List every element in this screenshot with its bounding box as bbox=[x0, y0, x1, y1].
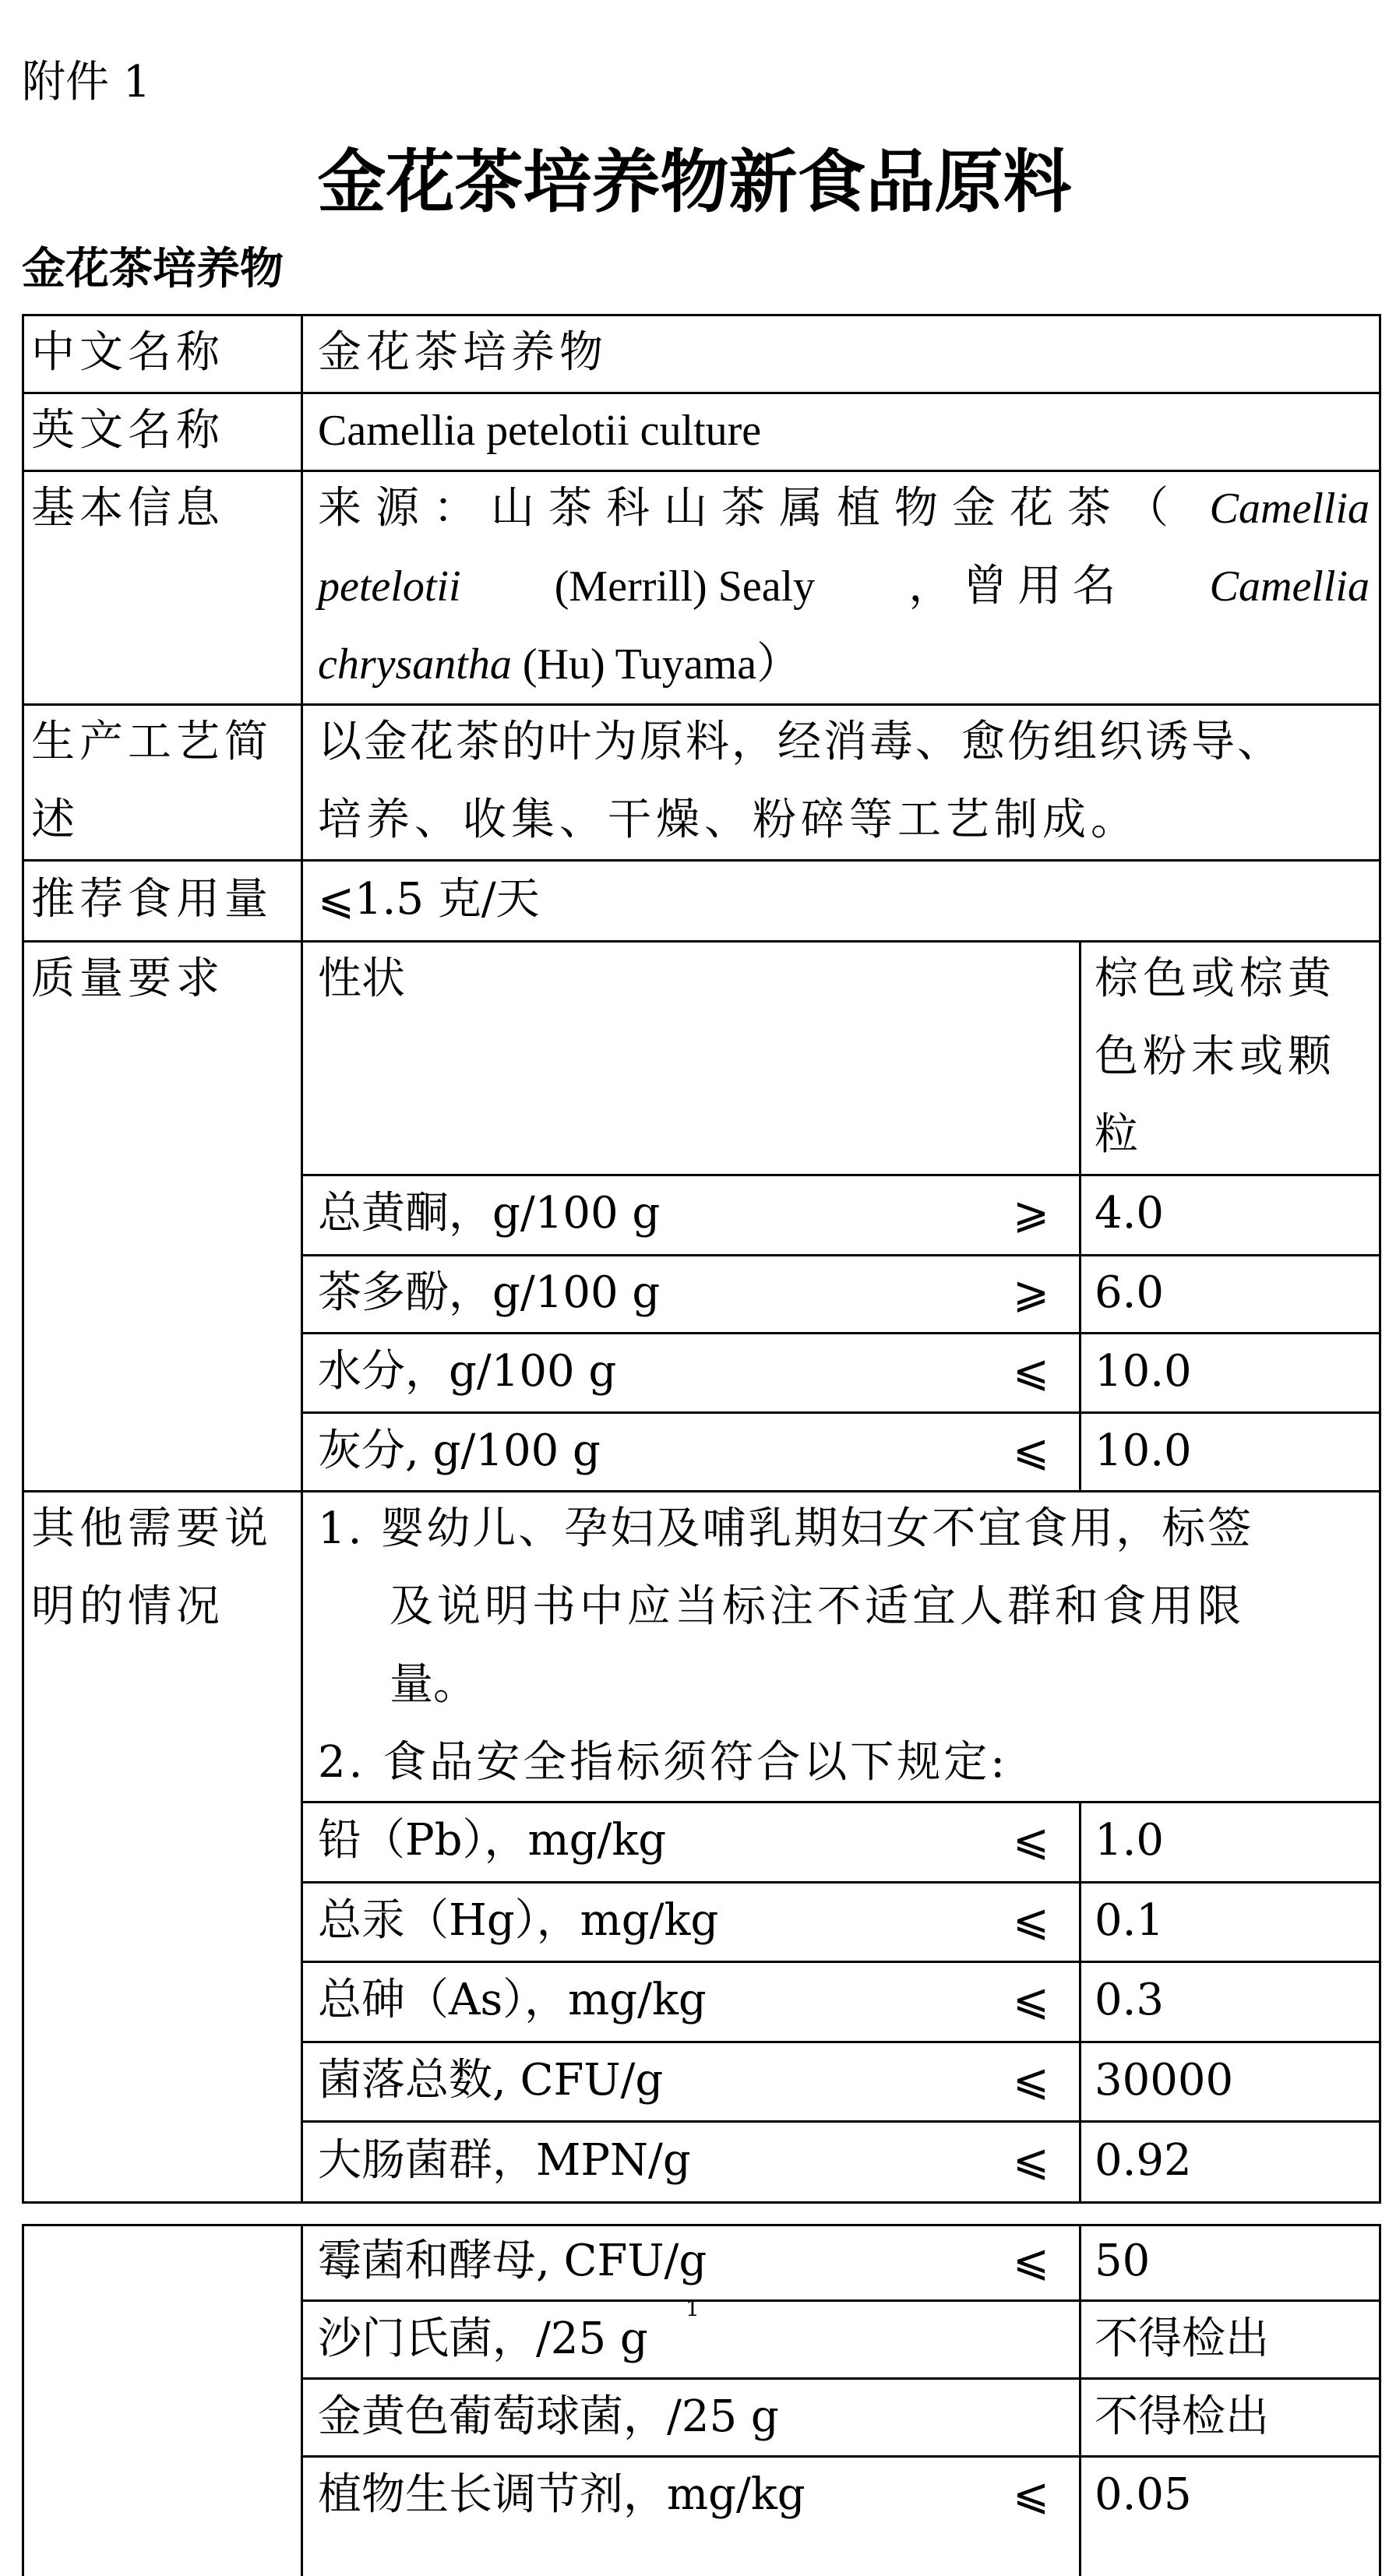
safety-item-value: 1.0 bbox=[1095, 1815, 1165, 1866]
basic-info-former-genus: Camellia bbox=[1209, 562, 1370, 611]
other-note-1-line-3: 量。 bbox=[390, 1659, 477, 1710]
safety-item-value: 0.1 bbox=[1095, 1895, 1165, 1946]
quality-item-value: 6.0 bbox=[1095, 1267, 1165, 1318]
quality-item-value: 10.0 bbox=[1095, 1425, 1192, 1476]
continued-item-name: 金黄色葡萄球菌，/25 g bbox=[318, 2391, 779, 2442]
row-value-dosage: ⩽1.5 克/天 bbox=[318, 874, 540, 925]
basic-info-line-2 bbox=[318, 548, 1370, 625]
safety-item-name: 总砷（As），mg/kg bbox=[318, 1975, 707, 2025]
quality-appearance-value-3: 粒 bbox=[1095, 1109, 1143, 1160]
row-label-en-name: 英文名称 bbox=[31, 405, 224, 456]
basic-info-former-author: (Hu) Tuyama） bbox=[522, 640, 801, 689]
quality-item-op: ⩾ bbox=[1013, 1267, 1049, 1318]
safety-item-name: 总汞（Hg），mg/kg bbox=[318, 1895, 719, 1946]
row-label-basic-info: 基本信息 bbox=[31, 483, 224, 534]
other-note-1-line-2: 及说明书中应当标注不适宜人群和食用限 bbox=[390, 1581, 1245, 1632]
safety-item-op: ⩽ bbox=[1013, 2135, 1049, 2186]
quality-appearance-value-1: 棕色或棕黄 bbox=[1095, 953, 1336, 1004]
safety-item-value: 0.92 bbox=[1095, 2135, 1192, 2186]
basic-info-author: (Merrill) Sealy bbox=[554, 562, 816, 611]
row-value-en-name: Camellia petelotii culture bbox=[318, 407, 762, 455]
safety-item-value: 30000 bbox=[1095, 2055, 1234, 2106]
basic-info-genus: Camellia bbox=[1209, 485, 1370, 533]
safety-item-op: ⩽ bbox=[1013, 1895, 1049, 1946]
row-label-quality: 质量要求 bbox=[31, 953, 224, 1004]
safety-item-name: 大肠菌群，MPN/g bbox=[318, 2135, 691, 2186]
row-label-dosage: 推荐食用量 bbox=[31, 874, 273, 925]
continued-item-name: 霉菌和酵母, CFU/g bbox=[318, 2236, 707, 2286]
continued-item-value: 不得检出 bbox=[1095, 2313, 1269, 2364]
basic-info-line-1 bbox=[318, 470, 1370, 548]
quality-item-op: ⩽ bbox=[1013, 1346, 1049, 1397]
quality-appearance-name: 性状 bbox=[318, 953, 405, 1004]
basic-info-former-species: chrysantha bbox=[318, 640, 512, 689]
quality-item-value: 10.0 bbox=[1095, 1346, 1192, 1397]
row-value-cn-name: 金花茶培养物 bbox=[318, 327, 608, 378]
row-label-process-1: 生产工艺简 bbox=[31, 717, 273, 767]
process-line-1: 以金花茶的叶为原料，经消毒、愈伤组织诱导、 bbox=[318, 717, 1283, 767]
quality-item-op: ⩽ bbox=[1013, 1425, 1049, 1476]
other-note-1-line-1: 1. 婴幼儿、孕妇及哺乳期妇女不宜食用，标签 bbox=[318, 1503, 1254, 1554]
quality-appearance-value-2: 色粉末或颗 bbox=[1095, 1031, 1336, 1082]
continued-item-value: 不得检出 bbox=[1095, 2391, 1269, 2442]
attachment-label: 附件 1 bbox=[22, 57, 151, 107]
safety-item-op: ⩽ bbox=[1013, 1975, 1049, 2025]
basic-info-source-prefix: 来源：山茶科山茶属植物金花茶（ bbox=[318, 483, 1183, 534]
document-title: 金花茶培养物新食品原料 bbox=[317, 142, 1072, 222]
quality-item-op: ⩾ bbox=[1013, 1188, 1049, 1239]
row-label-other-2: 明的情况 bbox=[31, 1581, 224, 1632]
page-number: 1 bbox=[686, 2296, 700, 2321]
safety-item-op: ⩽ bbox=[1013, 2055, 1049, 2106]
basic-info-line-3 bbox=[318, 625, 800, 703]
row-label-process-2: 述 bbox=[31, 795, 79, 845]
basic-info-former-name-label: ， 曾 用 名 bbox=[908, 562, 1116, 611]
row-label-cn-name: 中文名称 bbox=[31, 327, 224, 378]
continued-item-name: 沙门氏菌，/25 g bbox=[318, 2313, 648, 2364]
safety-item-name: 铅（Pb），mg/kg bbox=[318, 1815, 667, 1866]
continued-item-value: 50 bbox=[1095, 2236, 1151, 2286]
continued-item-name: 植物生长调节剂，mg/kg bbox=[318, 2469, 806, 2520]
row-label-other-1: 其他需要说 bbox=[31, 1503, 273, 1554]
continued-item-value: 0.05 bbox=[1095, 2469, 1192, 2520]
process-line-2: 培养、收集、干燥、粉碎等工艺制成。 bbox=[318, 795, 1139, 845]
quality-item-value: 4.0 bbox=[1095, 1188, 1165, 1239]
quality-item-name: 总黄酮，g/100 g bbox=[318, 1188, 661, 1239]
other-note-2: 2. 食品安全指标须符合以下规定: bbox=[318, 1737, 1009, 1788]
safety-item-op: ⩽ bbox=[1013, 1815, 1049, 1866]
safety-item-name: 菌落总数, CFU/g bbox=[318, 2055, 664, 2106]
safety-item-value: 0.3 bbox=[1095, 1975, 1165, 2025]
basic-info-species: petelotii bbox=[318, 562, 461, 611]
continued-item-op: ⩽ bbox=[1013, 2236, 1049, 2286]
quality-item-name: 灰分, g/100 g bbox=[318, 1425, 601, 1476]
quality-item-name: 茶多酚，g/100 g bbox=[318, 1267, 661, 1318]
continued-item-op: ⩽ bbox=[1013, 2469, 1049, 2520]
quality-item-name: 水分，g/100 g bbox=[318, 1346, 617, 1397]
section-title: 金花茶培养物 bbox=[22, 244, 284, 294]
